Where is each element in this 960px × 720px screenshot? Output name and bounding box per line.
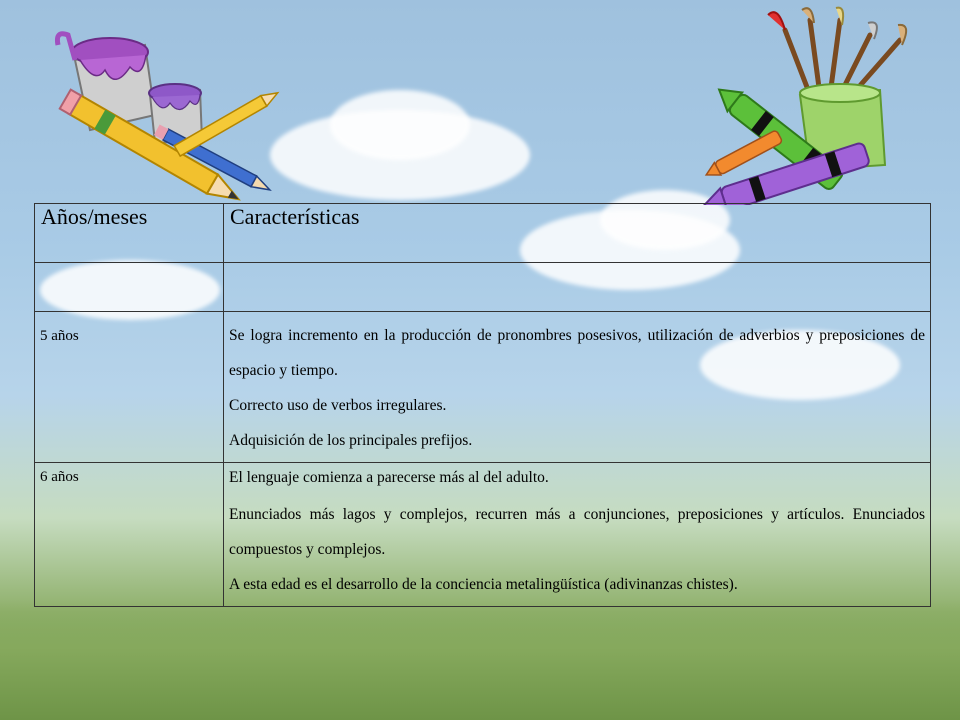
- feature-paragraph: Enunciados más lagos y complejos, recurren más a conjunciones, preposiciones y artículos. Enunciados compuestos y complejos.: [229, 506, 925, 558]
- table-row: [35, 463, 931, 607]
- header-age: Años/meses: [35, 204, 224, 263]
- cloud: [330, 90, 470, 160]
- empty-cell: [35, 263, 224, 312]
- features-cell: [224, 312, 931, 463]
- brushes-cup-and-crayons-icon: [690, 5, 940, 205]
- feature-paragraph: A esta edad es el desarrollo de la conciencia metalingüística (adivinanzas chistes).: [229, 576, 738, 593]
- table-row-empty: [35, 263, 931, 312]
- feature-paragraph: Adquisición de los principales prefijos.: [229, 432, 473, 449]
- feature-paragraph: Se logra incremento en la producción de pronombres posesivos, utilización de adverbios y preposiciones de espacio y tiempo.: [229, 327, 925, 379]
- header-features: Características: [224, 204, 931, 263]
- age-cell: 6 años: [35, 463, 224, 607]
- paint-buckets-and-pencils-icon: [50, 25, 280, 210]
- feature-paragraph: El lenguaje comienza a parecerse más al del adulto.: [229, 469, 549, 486]
- features-cell: [224, 463, 931, 607]
- feature-paragraph: Correcto uso de verbos irregulares.: [229, 397, 447, 414]
- table-row: [35, 312, 931, 463]
- empty-cell: [224, 263, 931, 312]
- table-header-row: [35, 204, 931, 263]
- age-cell: 5 años: [35, 312, 224, 463]
- grass-field: [0, 600, 960, 720]
- language-development-table: [34, 203, 931, 607]
